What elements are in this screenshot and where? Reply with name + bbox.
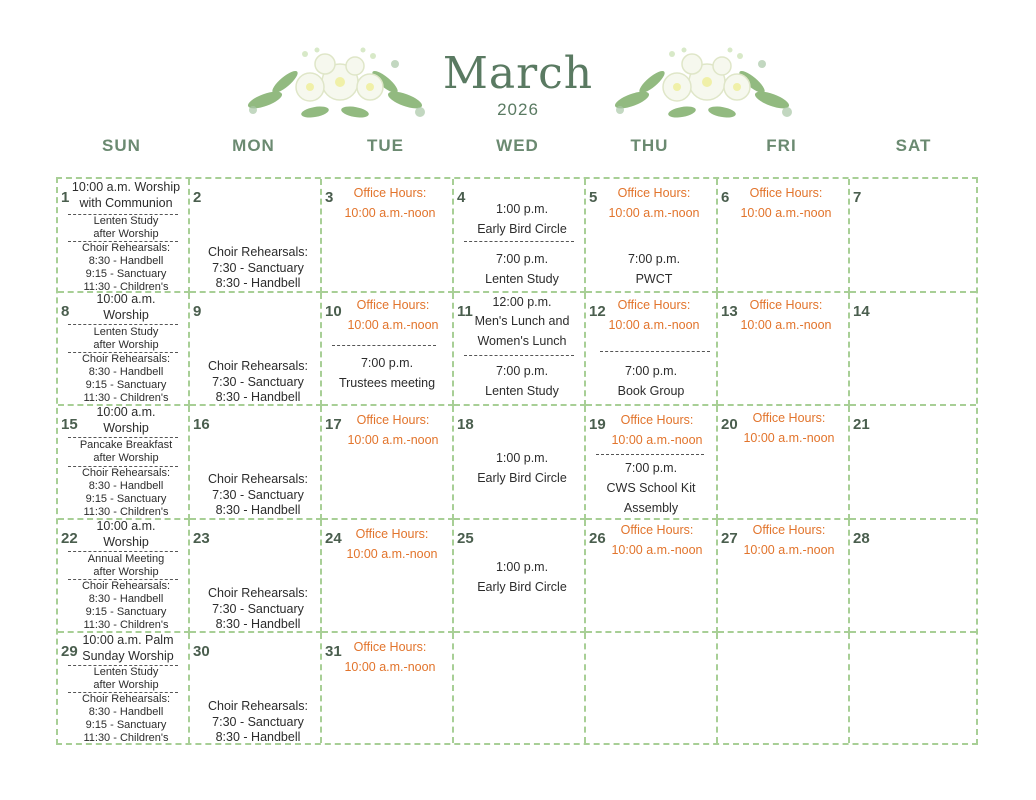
weekday-fri: FRI bbox=[766, 136, 797, 155]
day-number: 22 bbox=[61, 530, 78, 547]
day-number: 21 bbox=[853, 416, 870, 433]
event-office-hours: Office Hours: 10:00 a.m.-noon bbox=[740, 186, 832, 220]
event-choir-rehearsals: Choir Rehearsals: 7:30 - Sanctuary 8:30 - Handbell bbox=[207, 472, 309, 518]
day-cell-12[interactable] bbox=[586, 293, 718, 406]
event-office-hours: Office Hours: 10:00 a.m.-noon bbox=[347, 413, 439, 447]
empty-cell bbox=[850, 633, 976, 743]
event-pwct: 7:00 p.m. PWCT bbox=[627, 252, 681, 286]
day-cell-27[interactable] bbox=[718, 520, 850, 633]
event-early-bird-circle: 1:00 p.m. Early Bird Circle bbox=[477, 451, 567, 485]
day-number: 31 bbox=[325, 643, 342, 660]
day-cell-23[interactable] bbox=[190, 520, 322, 633]
day-cell-4[interactable] bbox=[454, 179, 586, 293]
day-number: 28 bbox=[853, 530, 870, 547]
day-cell-6[interactable] bbox=[718, 179, 850, 293]
event-office-hours: Office Hours: 10:00 a.m.-noon bbox=[347, 298, 439, 332]
day-cell-25[interactable] bbox=[454, 520, 586, 633]
event-lenten-study: 7:00 p.m. Lenten Study bbox=[485, 252, 559, 286]
event-early-bird-circle: 1:00 p.m. Early Bird Circle bbox=[477, 560, 567, 594]
day-number: 24 bbox=[325, 530, 342, 547]
empty-cell bbox=[718, 633, 850, 743]
weekday-sun: SUN bbox=[102, 136, 141, 155]
event-office-hours: Office Hours: 10:00 a.m.-noon bbox=[743, 523, 835, 557]
day-number: 11 bbox=[457, 303, 473, 320]
day-cell-17[interactable] bbox=[322, 406, 454, 520]
event-office-hours: Office Hours: 10:00 a.m.-noon bbox=[344, 186, 436, 220]
weekday-wed: WED bbox=[496, 136, 539, 155]
day-cell-3[interactable] bbox=[322, 179, 454, 293]
day-cell-18[interactable] bbox=[454, 406, 586, 520]
day-number: 17 bbox=[325, 416, 342, 433]
event-choir-rehearsals: Choir Rehearsals: 8:30 - Handbell 9:15 - Sanctuary 11:30 - Children's bbox=[81, 580, 171, 631]
day-cell-31[interactable] bbox=[322, 633, 454, 743]
day-number: 1 bbox=[61, 189, 70, 206]
event-book-group: 7:00 p.m. Book Group bbox=[617, 364, 685, 398]
day-number: 23 bbox=[193, 530, 210, 547]
day-number: 5 bbox=[589, 189, 598, 206]
day-number: 2 bbox=[193, 189, 202, 206]
day-cell-2[interactable] bbox=[190, 179, 322, 293]
day-number: 15 bbox=[61, 416, 78, 433]
day-cell-11[interactable] bbox=[454, 293, 586, 406]
event-pancake-breakfast: Pancake Breakfast after Worship bbox=[79, 439, 173, 464]
day-cell-26[interactable] bbox=[586, 520, 718, 633]
day-cell-7[interactable] bbox=[850, 179, 976, 293]
flower-bouquet-icon bbox=[245, 42, 435, 122]
day-number: 30 bbox=[193, 643, 210, 660]
event-choir-rehearsals: Choir Rehearsals: 8:30 - Handbell 9:15 - Sanctuary 11:30 - Children's bbox=[81, 693, 171, 743]
event-trustees-meeting: 7:00 p.m. Trustees meeting bbox=[338, 356, 436, 390]
day-cell-30[interactable] bbox=[190, 633, 322, 743]
event-office-hours: Office Hours: 10:00 a.m.-noon bbox=[743, 411, 835, 445]
event-office-hours: Office Hours: 10:00 a.m.-noon bbox=[611, 413, 703, 447]
event-choir-rehearsals: Choir Rehearsals: 8:30 - Handbell 9:15 - Sanctuary 11:30 - Children's bbox=[81, 353, 171, 404]
day-number: 7 bbox=[853, 189, 862, 206]
day-cell-22[interactable] bbox=[58, 520, 190, 633]
event-office-hours: Office Hours: 10:00 a.m.-noon bbox=[608, 298, 700, 332]
event-worship: 10:00 a.m. Worship bbox=[96, 520, 156, 550]
empty-cell bbox=[454, 633, 586, 743]
day-number: 4 bbox=[457, 189, 466, 206]
day-cell-24[interactable] bbox=[322, 520, 454, 633]
event-office-hours: Office Hours: 10:00 a.m.-noon bbox=[611, 523, 703, 557]
event-lenten-study: 7:00 p.m. Lenten Study bbox=[485, 364, 559, 398]
year-label: 2026 bbox=[497, 100, 539, 119]
day-number: 29 bbox=[61, 643, 78, 660]
event-annual-meeting: Annual Meeting after Worship bbox=[87, 553, 165, 578]
event-palm-sunday-worship: 10:00 a.m. Palm Sunday Worship bbox=[82, 633, 174, 664]
day-number: 9 bbox=[193, 303, 202, 320]
day-number: 26 bbox=[589, 530, 606, 547]
day-cell-16[interactable] bbox=[190, 406, 322, 520]
event-after-worship: Lenten Study after Worship bbox=[93, 666, 159, 691]
event-early-bird-circle: 1:00 p.m. Early Bird Circle bbox=[477, 202, 567, 236]
day-number: 8 bbox=[61, 303, 70, 320]
day-number: 20 bbox=[721, 416, 738, 433]
day-number: 3 bbox=[325, 189, 334, 206]
day-cell-10[interactable] bbox=[322, 293, 454, 406]
event-choir-rehearsals: Choir Rehearsals: 8:30 - Handbell 9:15 - Sanctuary 11:30 - Children's bbox=[81, 242, 171, 293]
day-number: 6 bbox=[721, 189, 730, 206]
day-number: 27 bbox=[721, 530, 738, 547]
event-worship: 10:00 a.m. Worship with Communion bbox=[71, 180, 181, 211]
day-cell-1[interactable] bbox=[58, 179, 190, 293]
calendar-grid bbox=[56, 177, 978, 745]
day-cell-19[interactable] bbox=[586, 406, 718, 520]
day-cell-5[interactable] bbox=[586, 179, 718, 293]
event-office-hours: Office Hours: 10:00 a.m.-noon bbox=[740, 298, 832, 332]
day-number: 16 bbox=[193, 416, 210, 433]
day-number: 10 bbox=[325, 303, 342, 320]
event-worship: 10:00 a.m. Worship bbox=[96, 406, 156, 436]
day-number: 18 bbox=[457, 416, 474, 433]
event-office-hours: Office Hours: 10:00 a.m.-noon bbox=[608, 186, 700, 220]
weekday-thu: THU bbox=[630, 136, 669, 155]
day-cell-29[interactable] bbox=[58, 633, 190, 743]
event-choir-rehearsals: Choir Rehearsals: 8:30 - Handbell 9:15 - Sanctuary 11:30 - Children's bbox=[81, 467, 171, 518]
day-cell-20[interactable] bbox=[718, 406, 850, 520]
event-office-hours: Office Hours: 10:00 a.m.-noon bbox=[346, 527, 438, 561]
day-number: 14 bbox=[853, 303, 870, 320]
calendar-header bbox=[0, 0, 1036, 130]
event-cws-school-kit: 7:00 p.m. CWS School Kit Assembly bbox=[606, 461, 696, 515]
day-number: 25 bbox=[457, 530, 474, 547]
event-mens-womens-lunch: 12:00 p.m. Men's Lunch and Women's Lunch bbox=[474, 295, 570, 348]
day-cell-15[interactable] bbox=[58, 406, 190, 520]
day-cell-8[interactable] bbox=[58, 293, 190, 406]
weekday-sat: SAT bbox=[895, 136, 932, 155]
day-number: 19 bbox=[589, 416, 606, 433]
day-cell-14[interactable] bbox=[850, 293, 976, 406]
empty-cell bbox=[586, 633, 718, 743]
event-after-worship: Lenten Study after Worship bbox=[93, 326, 159, 351]
event-worship: 10:00 a.m. Worship bbox=[96, 293, 156, 323]
event-office-hours: Office Hours: 10:00 a.m.-noon bbox=[344, 640, 436, 674]
day-cell-21[interactable] bbox=[850, 406, 976, 520]
day-cell-9[interactable] bbox=[190, 293, 322, 406]
day-cell-28[interactable] bbox=[850, 520, 976, 633]
weekday-tue: TUE bbox=[367, 136, 404, 155]
event-choir-rehearsals: Choir Rehearsals: 7:30 - Sanctuary 8:30 - Handbell bbox=[207, 245, 309, 291]
flower-bouquet-icon bbox=[612, 42, 802, 122]
event-after-worship: Lenten Study after Worship bbox=[93, 215, 159, 240]
event-choir-rehearsals: Choir Rehearsals: 7:30 - Sanctuary 8:30 - Handbell bbox=[207, 699, 309, 743]
month-title: March bbox=[442, 48, 594, 99]
event-choir-rehearsals: Choir Rehearsals: 7:30 - Sanctuary 8:30 - Handbell bbox=[207, 586, 309, 632]
day-cell-13[interactable] bbox=[718, 293, 850, 406]
weekday-mon: MON bbox=[232, 136, 275, 155]
event-choir-rehearsals: Choir Rehearsals: 7:30 - Sanctuary 8:30 - Handbell bbox=[207, 359, 309, 405]
day-number: 13 bbox=[721, 303, 738, 320]
day-number: 12 bbox=[589, 303, 606, 320]
